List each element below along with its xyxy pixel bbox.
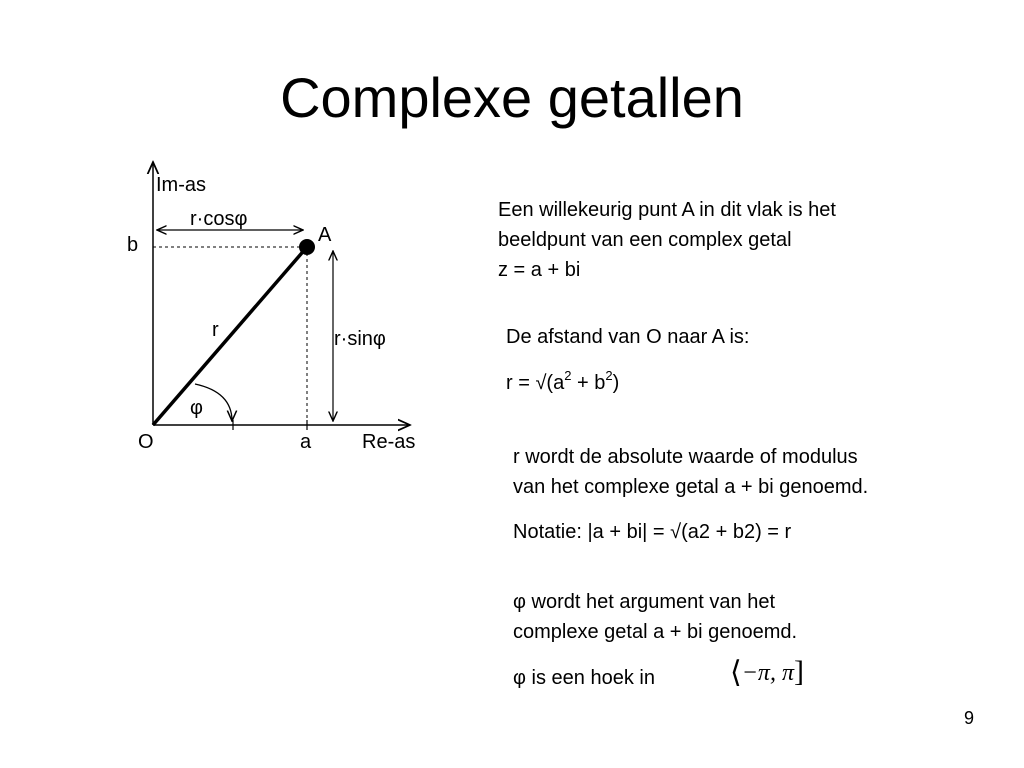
a-label: a xyxy=(300,431,312,453)
phi-label: φ xyxy=(190,397,203,419)
intro-line: z = a + bi xyxy=(498,259,581,281)
im-axis-label: Im-as xyxy=(156,174,206,196)
interval-open-bracket: ⟨ xyxy=(730,656,742,689)
modulus-line: r wordt de absolute waarde of modulus xyxy=(513,446,858,468)
point-a-label: A xyxy=(318,224,332,246)
modulus-line: van het complexe getal a + bi genoemd. xyxy=(513,476,869,498)
page-number: 9 xyxy=(963,708,974,728)
formula-mid: + b xyxy=(571,372,606,394)
origin-label: O xyxy=(138,431,154,453)
r-label: r xyxy=(212,319,219,341)
formula-exponent: 2 xyxy=(564,368,572,384)
angle-interval xyxy=(730,656,804,688)
rsin-label: r·sinφ xyxy=(334,328,386,350)
rcos-label: r·cosφ xyxy=(190,208,248,230)
argument-line: φ wordt het argument van het xyxy=(513,591,776,613)
intro-paragraph xyxy=(498,195,836,285)
point-a xyxy=(299,239,315,255)
notation-line: Notatie: |a + bi| = √(a2 + b2) = r xyxy=(513,521,792,543)
intro-line: beeldpunt van een complex getal xyxy=(498,229,792,251)
slide-title: Complexe getallen xyxy=(280,66,744,129)
re-axis-label: Re-as xyxy=(362,431,416,453)
argument-paragraph xyxy=(513,587,797,647)
vector-r xyxy=(153,247,307,425)
interval-close-bracket: ] xyxy=(793,655,804,688)
modulus-paragraph xyxy=(513,442,868,502)
formula-exponent: 2 xyxy=(605,368,613,384)
argument-line: complexe getal a + bi genoemd. xyxy=(513,621,798,643)
angle-range-text: φ is een hoek in xyxy=(513,667,655,689)
interval-body: −π, π xyxy=(741,660,794,686)
distance-formula xyxy=(506,368,619,398)
formula-suffix: ) xyxy=(612,372,620,394)
formula-prefix: r = √(a xyxy=(506,372,565,394)
distance-heading: De afstand van O naar A is: xyxy=(506,326,750,348)
b-label: b xyxy=(127,234,139,256)
intro-line: Een willekeurig punt A in dit vlak is het xyxy=(498,199,836,221)
